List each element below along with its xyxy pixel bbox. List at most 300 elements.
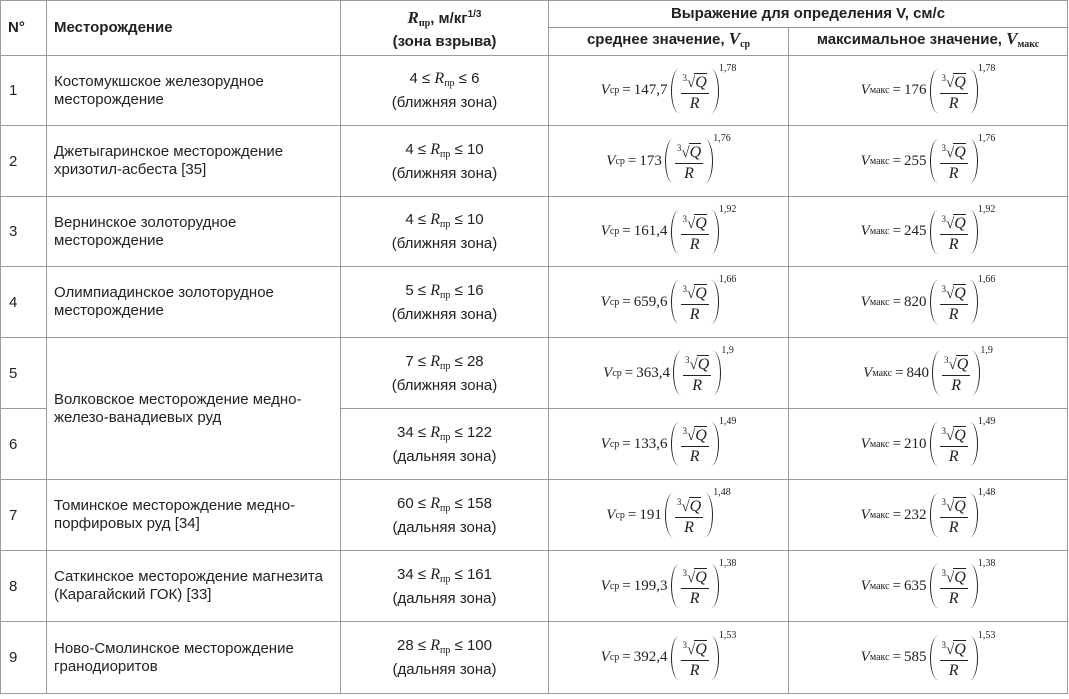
range-low: 5 [405,281,414,299]
formula-avg [600,416,737,466]
formula-numerator [940,139,968,164]
formula-power: 1,48 [713,487,731,498]
formula-v-sub: ср [615,509,625,521]
row-max-formula [789,126,1068,197]
left-paren [930,564,938,608]
right-paren [705,139,713,183]
formula-denominator: R [948,661,959,679]
range-r-sub: пр [440,502,451,514]
formula-eq: = [622,577,631,594]
formula-numerator [681,280,709,305]
formula-coef: 161,4 [633,223,668,239]
formula-v-sub: макс [869,296,890,308]
range-r-sub: пр [440,289,451,301]
radical-sign: √ [946,286,955,302]
left-paren [930,493,938,537]
right-paren [970,139,978,183]
formula-power: 1,76 [713,133,731,144]
formula-fraction [681,280,709,324]
range-r-sub: пр [440,148,451,160]
formula-v-sub: макс [869,85,890,96]
radicand: Q [695,427,707,444]
formula-denominator: R [948,235,959,253]
root-index: 3 [682,639,688,650]
formula-denominator: R [948,448,959,465]
formula-denominator: R [684,165,694,182]
radical-sign: √ [946,215,955,232]
formula-avg [600,629,737,680]
row-avg-formula [549,551,789,622]
formula-max [860,62,996,113]
row-max-formula [789,197,1068,267]
formula-v: V [600,293,610,310]
formula-numerator [675,139,703,164]
row-avg-formula [549,126,789,197]
header-num: N° [1,1,47,56]
formula-eq: = [892,649,902,665]
formula-max [860,203,996,254]
left-paren [671,280,679,324]
formula-v: V [860,577,870,594]
root-index: 3 [941,497,947,507]
row-field-name: Вернинское золоторудное месторождение [47,197,341,267]
row-number: 4 [1,267,47,338]
formula-numerator [681,69,709,94]
row-range [341,267,549,338]
root-index: 3 [941,143,947,153]
table-row [1,551,1068,622]
left-paren [671,210,679,254]
formula-v: V [600,435,610,452]
row-max-formula [789,622,1068,694]
radical-sign: √ [687,428,696,444]
left-paren [671,69,679,113]
formula-coef: 133,6 [633,435,668,452]
radicand: Q [695,73,707,91]
row-range [341,126,549,197]
formula-max [860,416,996,466]
formula-v-sub: ср [609,652,620,663]
row-max-formula [789,267,1068,338]
left-paren [930,280,938,324]
formula-v: V [863,364,873,381]
root-index: 3 [676,143,682,153]
range-low: 4 [405,211,414,228]
range-zone: (ближняя зона) [391,164,498,182]
header-avg-symbol: V [728,28,741,48]
table-row [1,622,1068,694]
formula-eq: = [892,435,902,452]
row-number: 5 [1,338,47,409]
formula-fraction [940,280,968,324]
formula-power: 1,9 [721,345,734,356]
formula-coef: 659,6 [633,293,668,310]
formula-numerator [940,280,968,305]
range-zone: (дальняя зона) [392,661,497,678]
row-max-formula [789,409,1068,480]
formula-fraction [942,351,970,395]
radicand: Q [697,356,710,373]
right-paren [972,351,980,395]
formula-v-sub: ср [609,85,620,96]
radicand: Q [954,427,966,444]
formula-v-sub: макс [872,367,893,379]
formula-v: V [606,506,616,523]
right-paren [970,422,978,466]
formula-numerator [681,636,709,661]
right-paren [711,564,719,608]
right-paren [970,636,978,680]
header-max-sub: макс [1017,38,1040,50]
formula-eq: = [624,364,634,381]
formula-max [863,345,993,395]
range-zone: (дальняя зона) [392,589,497,607]
root-index: 3 [685,355,690,365]
formula-eq: = [892,577,902,594]
right-paren [711,69,719,113]
row-max-formula [789,551,1068,622]
formula-denominator: R [689,661,700,679]
formula-coef: 191 [639,506,662,523]
formula-denominator: R [684,519,694,536]
range-high: 161 [466,565,492,583]
formula-coef: 363,4 [636,364,671,381]
row-max-formula [789,480,1068,551]
formula-max [860,133,996,183]
root-index: 3 [941,284,947,294]
row-avg-formula [549,338,789,409]
range-le-2: ≤ [454,281,463,299]
formula-numerator [681,422,709,447]
row-range [341,338,549,409]
header-avg-label: среднее значение, [586,30,729,48]
range-zone: (ближняя зона) [391,376,498,394]
radicand: Q [954,569,966,586]
left-paren [665,139,673,183]
formula-max [860,558,996,608]
row-field-name: Джетыгаринское месторождение хризотил-асбеста [35] [47,126,341,197]
left-paren [665,493,673,537]
formula-v-sub: макс [869,226,890,237]
formula-v-sub: ср [609,296,620,308]
formula-power: 1,66 [977,274,996,285]
table-row [1,267,1068,338]
radical-sign: √ [681,499,690,515]
right-paren [970,210,978,254]
formula-eq: = [622,223,631,239]
right-paren [711,280,719,324]
formula-power: 1,78 [718,62,737,74]
range-zone: (дальняя зона) [392,447,497,465]
row-field-name: Томинское месторождение медно-порфировых руд [34] [47,480,341,551]
formula-eq: = [892,152,902,169]
formula-denominator: R [948,590,959,607]
root-index: 3 [676,497,682,507]
root-index: 3 [941,639,947,650]
formula-v: V [606,152,616,169]
formula-fraction [940,564,968,608]
radicand: Q [954,285,966,302]
formula-coef: 210 [904,435,927,452]
formula-avg [600,203,737,254]
row-avg-formula [549,480,789,551]
radical-sign: √ [948,357,957,373]
formula-fraction [675,493,703,537]
formula-avg [600,558,737,608]
radicand: Q [954,498,966,515]
formula-eq: = [892,506,902,523]
header-r-symbol: R [407,7,419,27]
range-low: 28 [396,637,414,654]
radical-sign: √ [946,74,955,91]
formula-fraction [940,139,968,183]
row-max-formula [789,56,1068,126]
range-high: 10 [466,211,484,228]
root-index: 3 [682,426,688,436]
formula-power: 1,53 [718,629,737,641]
radical-sign: √ [689,357,698,373]
radical-sign: √ [946,428,955,444]
range-le-2: ≤ [454,565,463,583]
right-paren [970,69,978,113]
formula-v-sub: макс [869,580,890,592]
row-avg-formula [549,409,789,480]
formula-coef: 173 [639,152,662,169]
formula-coef: 820 [904,293,927,310]
formula-eq: = [622,293,631,310]
formula-coef: 232 [904,506,927,523]
formula-numerator [940,422,968,447]
formula-fraction [681,564,709,608]
root-index: 3 [941,213,947,224]
range-zone: (ближняя зона) [391,235,498,252]
row-number: 7 [1,480,47,551]
formula-coef: 635 [904,577,927,594]
left-paren [671,564,679,608]
range-le-2: ≤ [454,211,463,228]
row-number: 1 [1,56,47,126]
formula-fraction [683,351,711,395]
header-r-unit: , м/кг [430,9,468,27]
formula-numerator [681,210,709,235]
radical-sign: √ [687,570,696,586]
left-paren [930,210,938,254]
header-radius [341,1,549,56]
formula-v-sub: ср [609,438,620,450]
range-zone: (ближняя зона) [391,305,498,323]
formula-coef: 585 [904,649,927,665]
header-expression: Выражение для определения V, см/с [549,1,1068,28]
radicand: Q [954,73,966,91]
formula-fraction [675,139,703,183]
range-high: 28 [466,352,484,370]
range-r: R [430,140,441,158]
formula-power: 1,76 [977,133,996,144]
row-range [341,480,549,551]
right-paren [705,493,713,537]
formula-denominator: R [689,590,700,607]
header-max [789,28,1068,56]
radicand: Q [954,640,966,658]
formula-denominator: R [692,377,703,394]
range-le: ≤ [417,281,427,299]
radicand: Q [695,285,707,302]
table-row [1,197,1068,267]
range-r: R [430,565,441,583]
range-low: 4 [405,140,414,158]
formula-power: 1,49 [718,416,737,427]
range-le-2: ≤ [454,140,463,158]
formula-v-sub: макс [869,438,890,450]
formula-avg [603,345,734,395]
formula-avg [600,274,737,324]
range-zone: (ближняя зона) [391,94,498,111]
root-index: 3 [941,426,947,436]
formula-fraction [940,69,968,113]
root-index: 3 [682,568,688,578]
row-number: 6 [1,409,47,480]
row-field-name: Ново-Смолинское месторождение гранодиоритов [47,622,341,694]
formula-fraction [681,69,709,113]
row-field-name: Волковское месторождение медно-железо-ванадиевых руд [47,338,341,480]
formula-v-sub: ср [609,226,620,237]
range-zone: (дальняя зона) [392,518,497,536]
formula-numerator [940,69,968,94]
formula-eq: = [622,649,631,665]
formula-power: 1,48 [977,487,996,498]
row-number: 9 [1,622,47,694]
table-body [1,56,1068,694]
formula-power: 1,38 [977,558,996,569]
range-r: R [430,637,441,654]
formula-denominator: R [689,235,700,253]
row-field-name: Саткинское месторождение магнезита (Карагайский ГОК) [33] [47,551,341,622]
row-avg-formula [549,56,789,126]
table-row [1,480,1068,551]
formula-numerator [675,493,703,518]
formula-coef: 147,7 [633,82,668,98]
header-r-unit-sup: 1/3 [467,8,482,20]
formula-eq: = [627,152,637,169]
range-r-sub: пр [440,645,451,656]
row-avg-formula [549,197,789,267]
row-range [341,622,549,694]
row-avg-formula [549,267,789,338]
formula-v-sub: макс [869,509,890,521]
range-high: 16 [466,281,484,299]
formula-power: 1,78 [977,62,996,74]
formula-v: V [860,82,870,98]
formula-v: V [860,293,870,310]
formula-v: V [600,82,610,98]
row-number: 2 [1,126,47,197]
range-high: 6 [471,70,480,87]
row-max-formula [789,338,1068,409]
formula-v: V [600,649,610,665]
formula-denominator: R [951,377,962,394]
header-avg-sub: ср [740,38,751,50]
range-high: 10 [466,140,484,158]
formula-eq: = [627,506,637,523]
formula-fraction [940,636,968,680]
formula-coef: 255 [904,152,927,169]
formula-power: 1,49 [977,416,996,427]
formula-v-sub: макс [869,155,890,167]
formula-eq: = [622,435,631,452]
range-le: ≤ [417,565,427,583]
radical-sign: √ [687,641,696,658]
range-le: ≤ [417,637,427,654]
header-max-symbol: V [1006,28,1018,48]
header-avg [549,28,789,56]
right-paren [711,636,719,680]
left-paren [930,636,938,680]
formula-numerator [942,351,970,376]
formula-fraction [681,210,709,254]
radicand: Q [695,640,707,658]
formula-coef: 392,4 [633,649,668,665]
row-field-name: Олимпиадинское золоторудное месторождение [47,267,341,338]
range-r-sub: пр [440,360,451,372]
range-r: R [430,352,441,370]
formula-numerator [681,564,709,589]
range-low: 34 [396,423,414,441]
formula-avg [606,133,731,183]
row-range [341,197,549,267]
left-paren [932,351,940,395]
radicand: Q [695,569,707,586]
formula-eq: = [895,364,904,381]
range-le: ≤ [422,70,431,87]
formula-max [860,274,996,324]
header-field: Месторождение [47,1,341,56]
row-number: 3 [1,197,47,267]
range-le: ≤ [417,140,427,158]
formula-v: V [860,223,870,239]
formula-denominator: R [689,448,700,465]
formula-v: V [860,152,870,169]
formula-coef: 199,3 [633,577,668,594]
row-range [341,56,549,126]
range-r-sub: пр [440,431,451,443]
formula-power: 1,38 [718,558,737,569]
range-le-2: ≤ [454,637,463,654]
right-paren [711,422,719,466]
row-avg-formula [549,622,789,694]
row-field-name: Костомукшское железорудное месторождение [47,56,341,126]
range-low: 4 [409,70,418,87]
table-row [1,56,1068,126]
formula-avg [606,487,731,537]
formula-coef: 245 [904,223,927,239]
radicand: Q [689,144,702,161]
left-paren [673,351,681,395]
formula-denominator: R [689,306,700,323]
range-le-2: ≤ [454,494,463,512]
row-range [341,409,549,480]
range-le-2: ≤ [458,70,467,87]
formula-v: V [860,649,870,665]
formula-fraction [940,210,968,254]
radical-sign: √ [687,74,696,91]
formula-power: 1,66 [718,274,737,285]
range-r-sub: пр [440,573,451,585]
formula-power: 1,92 [977,203,996,215]
root-index: 3 [941,568,947,578]
formula-numerator [940,636,968,661]
formula-numerator [940,564,968,589]
radical-sign: √ [946,499,955,515]
